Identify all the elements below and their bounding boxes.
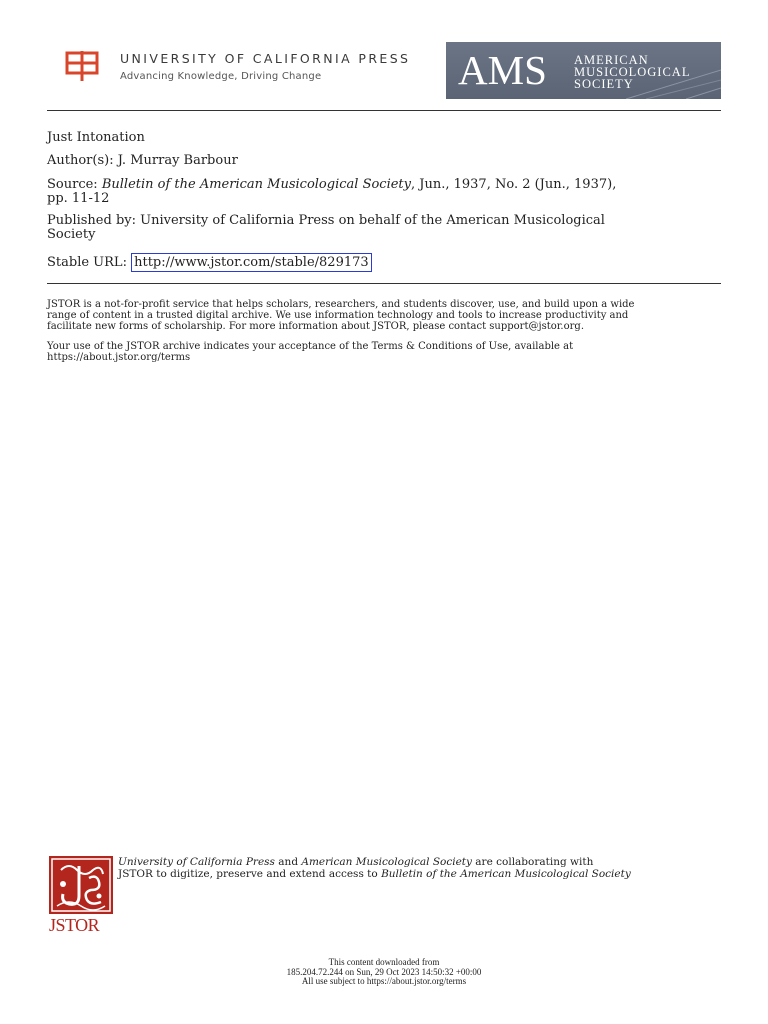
collab-suffix: are collaborating with xyxy=(475,856,594,868)
published-label: Published by: xyxy=(47,213,136,228)
notice-line-1: JSTOR is a not-for-profit service that helps scholars, researchers, and students discover, use, and build upon a wide xyxy=(47,299,635,310)
collab-line-2: JSTOR to digitize, preserve and extend access to xyxy=(118,868,378,880)
author-label: Author(s): xyxy=(47,153,114,168)
ams-line-1: AMERICAN xyxy=(574,53,649,67)
collab-and: and xyxy=(278,856,299,868)
article-title: Just Intonation xyxy=(47,130,145,145)
source-pages: pp. 11-12 xyxy=(47,191,110,206)
footer-line-3: All use subject to https://about.jstor.org/terms xyxy=(301,976,467,986)
collab-journal: Bulletin of the American Musicological Society xyxy=(381,868,631,880)
ucp-logo-icon xyxy=(65,50,99,82)
jstor-notice-paragraph xyxy=(47,299,721,332)
source-journal: Bulletin of the American Musicological Society xyxy=(101,177,411,192)
publisher-tagline: Advancing Knowledge, Driving Change xyxy=(120,71,322,82)
source-details: , Jun., 1937, No. 2 (Jun., 1937), xyxy=(411,177,617,192)
stable-url-link[interactable]: http://www.jstor.com/stable/829173 xyxy=(131,253,372,272)
stable-url-label: Stable URL: xyxy=(47,255,127,270)
ams-line-3: SOCIETY xyxy=(574,77,634,91)
author-line xyxy=(47,154,721,168)
notice-line-2: range of content in a trusted digital archive. We use information technology and tools to increase productivity and xyxy=(47,310,629,321)
collab-org-2: American Musicological Society xyxy=(301,856,472,868)
middle-divider xyxy=(47,283,721,284)
author-value: J. Murray Barbour xyxy=(117,153,238,168)
ams-line-2: MUSICOLOGICAL xyxy=(574,65,691,79)
collab-org-1: University of California Press xyxy=(118,856,275,868)
published-line xyxy=(47,214,721,242)
source-line xyxy=(47,178,721,206)
jstor-emblem-icon xyxy=(49,856,113,914)
publisher-name: UNIVERSITY OF CALIFORNIA PRESS xyxy=(120,51,411,66)
ams-logo xyxy=(446,42,721,99)
jstor-logo xyxy=(49,856,113,936)
publisher-block xyxy=(120,51,410,82)
footer-line-2: 185.204.72.244 on Sun, 29 Oct 2023 14:50:32 +00:00 xyxy=(286,966,482,977)
terms-paragraph xyxy=(47,341,721,363)
top-divider xyxy=(47,110,721,111)
terms-link[interactable]: https://about.jstor.org/terms xyxy=(47,352,191,363)
download-footer xyxy=(0,958,768,987)
stable-url-line xyxy=(47,256,721,270)
jstor-wordmark: JSTOR xyxy=(49,915,100,935)
source-label: Source: xyxy=(47,177,98,192)
notice-line-3: facilitate new forms of scholarship. For more information about JSTOR, please contact support@jstor.org. xyxy=(47,321,584,332)
footer-line-1: This content downloaded from xyxy=(328,957,440,967)
ams-acronym: AMS xyxy=(458,47,547,93)
published-value-2: Society xyxy=(47,227,96,242)
header xyxy=(47,42,721,100)
collaboration-statement xyxy=(118,856,718,880)
ams-society-name xyxy=(574,54,690,90)
terms-line-1: Your use of the JSTOR archive indicates your acceptance of the Terms & Conditions of Use, available at xyxy=(47,341,574,352)
published-value-1: University of California Press on behalf of the American Musicological xyxy=(140,213,605,228)
